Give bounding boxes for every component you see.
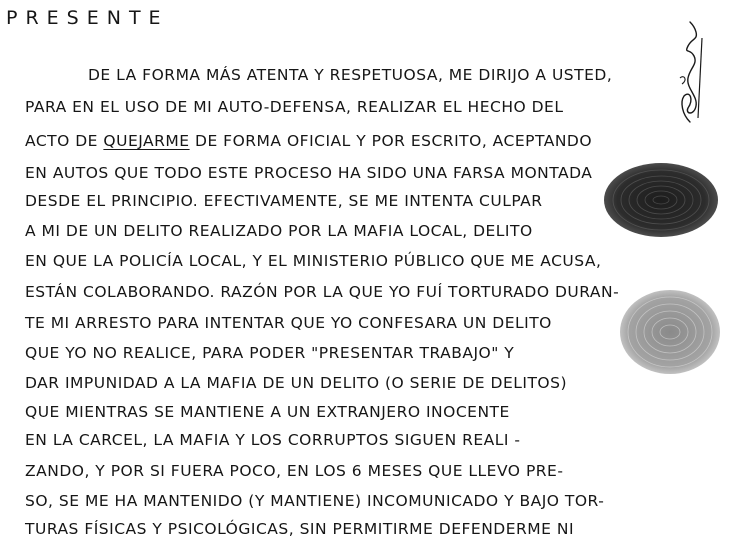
letter-line: EN LA CARCEL, LA MAFIA Y LOS CORRUPTOS SIGUEN REALI -	[25, 431, 521, 449]
line-end: DE FORMA OFICIAL Y POR ESCRITO, ACEPTANDO	[189, 132, 593, 150]
letter-line: SO, SE ME HA MANTENIDO (Y MANTIENE) INCOMUNICADO Y BAJO TOR-	[25, 492, 605, 510]
letter-heading: PRESENTE	[6, 7, 169, 29]
letter-line: ZANDO, Y POR SI FUERA POCO, EN LOS 6 MESES QUE LLEVO PRE-	[25, 462, 564, 480]
letter-line: QUE YO NO REALICE, PARA PODER "PRESENTAR TRABAJO" Y	[25, 344, 515, 362]
letter-line: PARA EN EL USO DE MI AUTO-DEFENSA, REALIZAR EL HECHO DEL	[25, 98, 564, 116]
dark-fingerprint-icon	[602, 160, 720, 240]
handwritten-signature	[668, 18, 708, 128]
letter-line: TURAS FÍSICAS Y PSICOLÓGICAS, SIN PERMITIRME DEFENDERME NI	[25, 520, 575, 538]
underlined-word: QUEJARME	[103, 132, 190, 150]
letter-line: DESDE EL PRINCIPIO. EFECTIVAMENTE, SE ME INTENTA CULPAR	[25, 192, 543, 210]
letter-line: TE MI ARRESTO PARA INTENTAR QUE YO CONFESARA UN DELITO	[25, 314, 552, 332]
letter-line: ESTÁN COLABORANDO. RAZÓN POR LA QUE YO FUÍ TORTURADO DURAN-	[25, 283, 620, 301]
letter-line: EN AUTOS QUE TODO ESTE PROCESO HA SIDO UNA FARSA MONTADA	[25, 164, 593, 182]
letter-line: A MI DE UN DELITO REALIZADO POR LA MAFIA LOCAL, DELITO	[25, 222, 533, 240]
line-start: ACTO DE	[25, 132, 104, 150]
letter-line: DAR IMPUNIDAD A LA MAFIA DE UN DELITO (O SERIE DE DELITOS)	[25, 374, 568, 392]
letter-line: QUE MIENTRAS SE MANTIENE A UN EXTRANJERO INOCENTE	[25, 403, 510, 421]
letter-line	[25, 132, 592, 150]
letter-line: DE LA FORMA MÁS ATENTA Y RESPETUOSA, ME DIRIJO A USTED,	[88, 66, 613, 84]
letter-line: EN QUE LA POLICÍA LOCAL, Y EL MINISTERIO PÚBLICO QUE ME ACUSA,	[25, 252, 602, 270]
light-fingerprint-icon	[618, 288, 723, 376]
